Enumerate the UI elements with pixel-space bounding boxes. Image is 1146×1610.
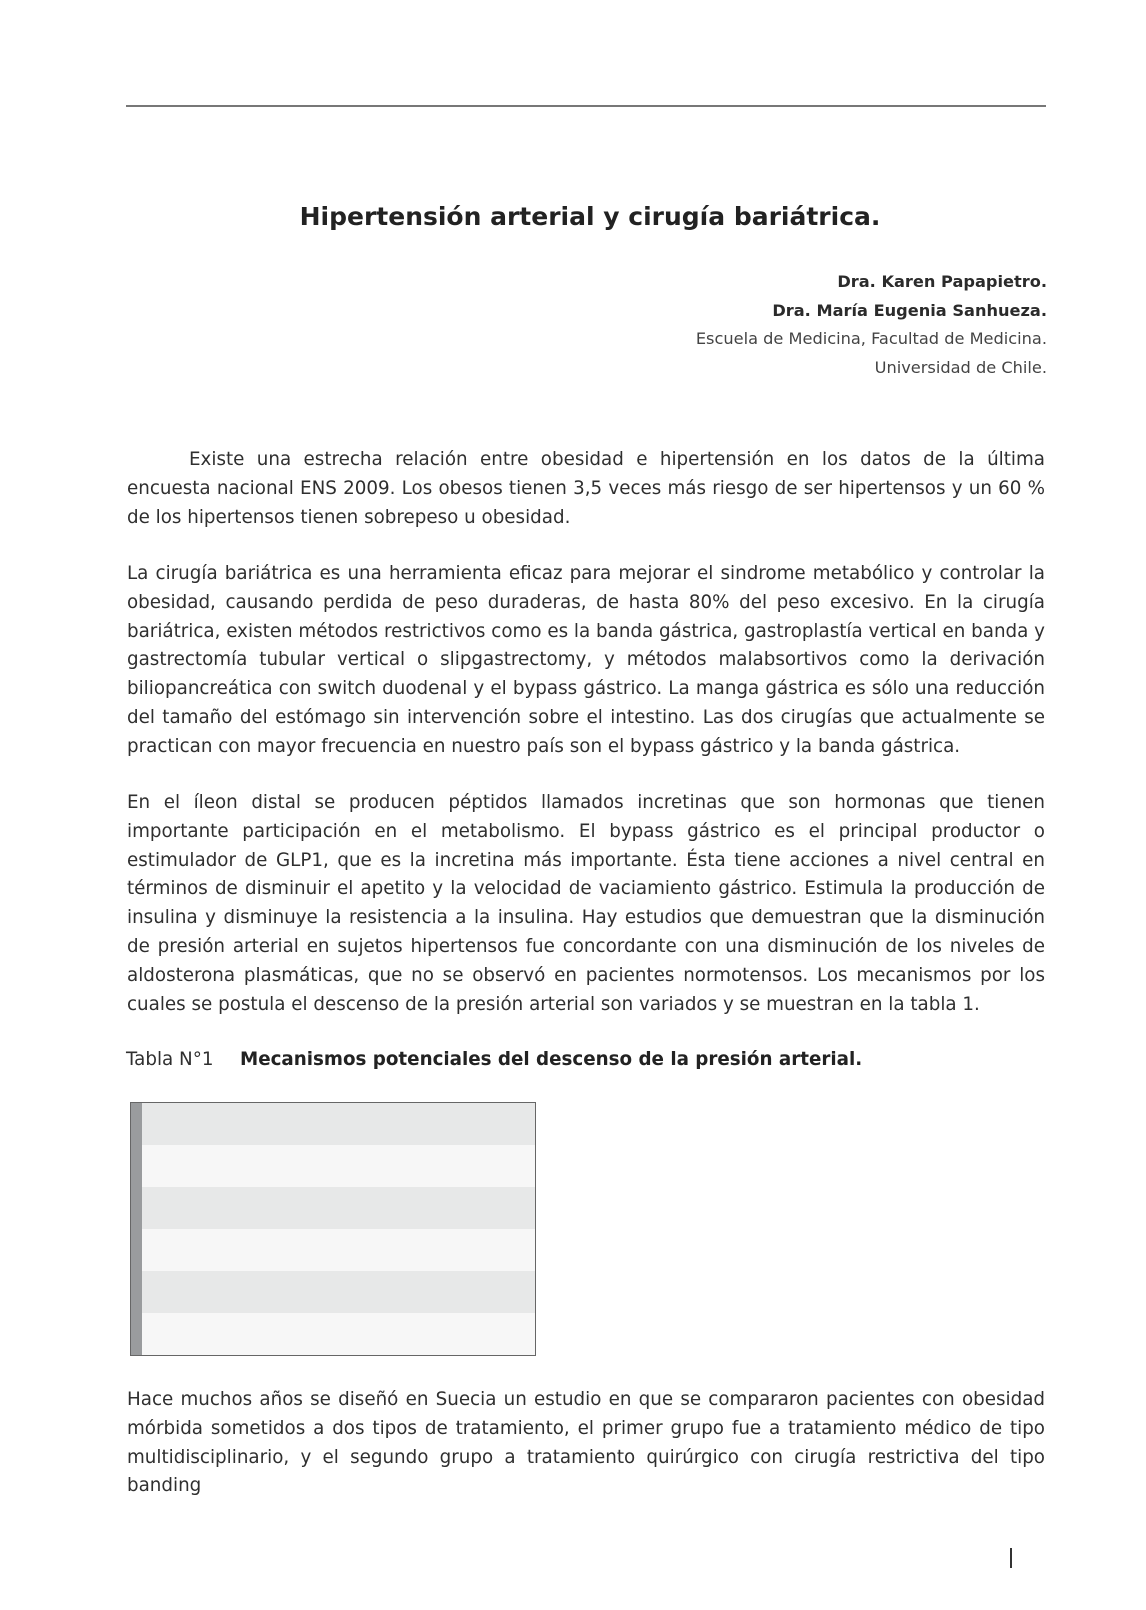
table-number: Tabla N°1 (126, 1049, 214, 1070)
table-row (142, 1145, 535, 1187)
table-row (142, 1229, 535, 1271)
author-name: Dra. Karen Papapietro. (837, 272, 1047, 291)
page-title: Hipertensión arterial y cirugía bariátrica. (299, 202, 881, 231)
table-row (142, 1103, 535, 1145)
paragraph-intro: Existe una estrecha relación entre obesidad e hipertensión en los datos de la última encuesta nacional ENS 2009. Los obesos tienen 3,5 veces más riesgo de ser hipertensos y un 60 % de los hipertensos tienen sobrepeso u obesidad. (127, 449, 1045, 528)
author-institution: Universidad de Chile. (874, 357, 1047, 377)
page-number-marker (1010, 1548, 1012, 1568)
author-affiliation: Escuela de Medicina, Facultad de Medicina. (695, 329, 1047, 348)
header-rule (126, 105, 1046, 107)
mechanisms-table (130, 1102, 536, 1356)
table-body (142, 1103, 535, 1355)
paragraph-sweden-study: Hace muchos años se diseñó en Suecia un estudio en que se compararon pacientes con obesidad mórbida sometidos a dos tipos de tratamiento, el primer grupo fue a tratamiento médico de tipo multidisciplinario, y el segundo grupo a tratamiento quirúrgico con cirugía restrictiva del tipo banding (127, 1389, 1045, 1497)
table-row (142, 1271, 535, 1313)
table-title: Mecanismos potenciales del descenso de la presión arterial. (240, 1049, 863, 1070)
table-row (142, 1313, 535, 1355)
table-side-bar (131, 1103, 142, 1355)
author-name: Dra. María Eugenia Sanhueza. (772, 300, 1047, 320)
paragraph-bariatric-surgery: La cirugía bariátrica es una herramienta eficaz para mejorar el sindrome metabólico y controlar la obesidad, causando perdida de peso duraderas, de hasta 80% del peso excesivo. En la cirugía bariátrica, existen métodos restrictivos como es la banda gástrica, gastroplastía vertical en banda y gastrectomía tubular vertical o slipgastrectomy, y métodos malabsortivos como la derivación biliopancreática con switch duodenal y el bypass gástrico. La manga gástrica es sólo una reducción del tamaño del estómago sin intervención sobre el intestino. Las dos cirugías que actualmente se practican con mayor frecuencia en nuestro país son el bypass gástrico y la banda gástrica. (127, 563, 1045, 757)
table-caption (126, 1049, 862, 1070)
paragraph-incretins: En el íleon distal se producen péptidos llamados incretinas que son hormonas que tienen importante participación en el metabolismo. El bypass gástrico es el principal productor o estimulador de GLP1, que es la incretina más importante. Ésta tiene acciones a nivel central en términos de disminuir el apetito y la velocidad de vaciamiento gástrico. Estimula la producción de insulina y disminuye la resistencia a la insulina. Hay estudios que demuestran que la disminución de presión arterial en sujetos hipertensos fue concordante con una disminución de los niveles de aldosterona plasmáticas, que no se observó en pacientes normotensos. Los mecanismos por los cuales se postula el descenso de la presión arterial son variados y se muestran en la tabla 1. (127, 792, 1045, 1015)
author-block (696, 268, 1047, 382)
table-row (142, 1187, 535, 1229)
